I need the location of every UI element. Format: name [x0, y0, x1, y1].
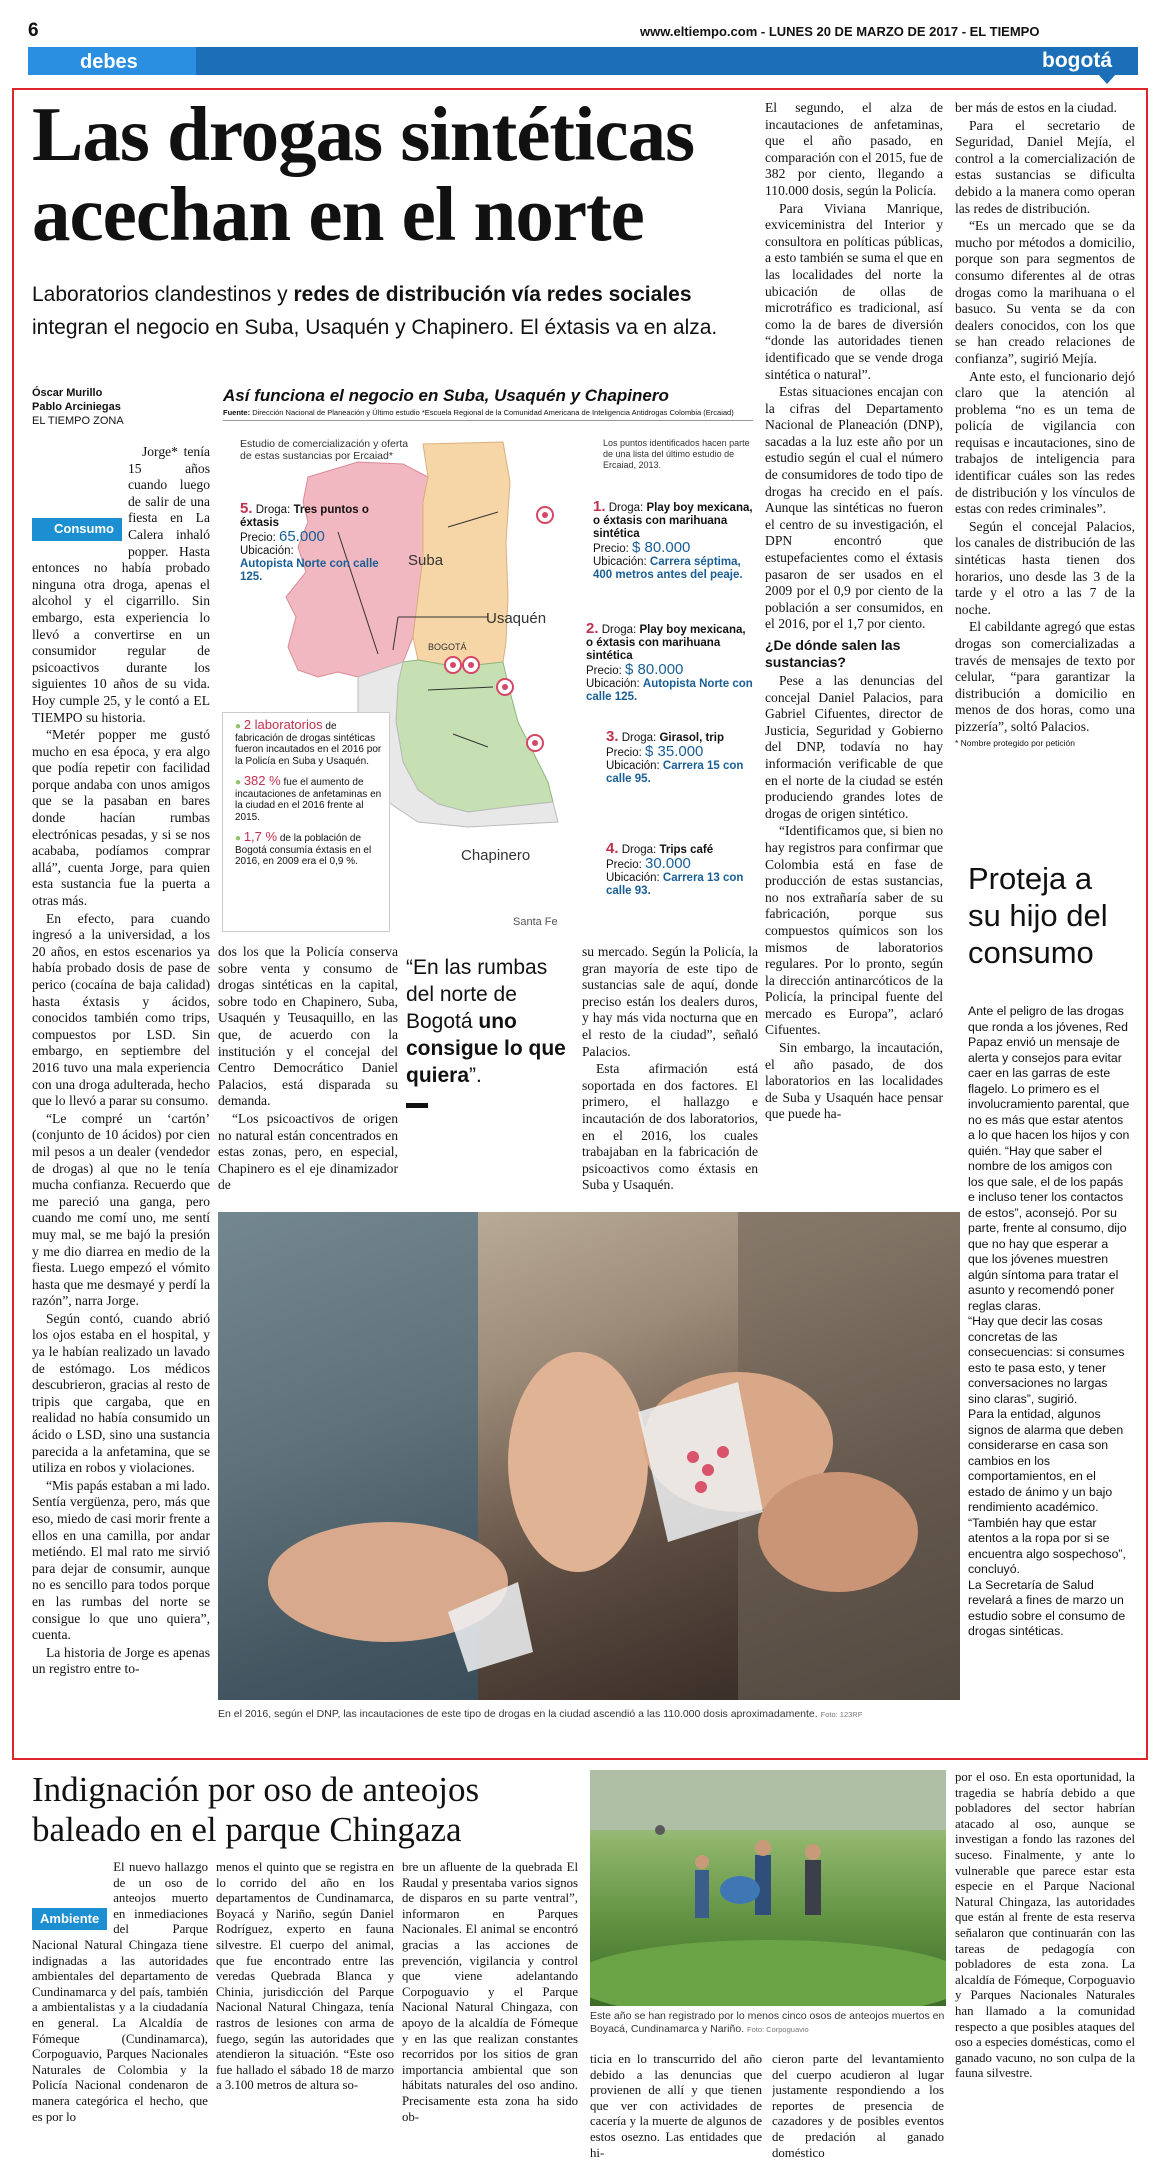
stat-1	[235, 719, 383, 767]
col4-p1: su mercado. Según la Policía, la gran mayoría de este tipo de sustancias sale de aquí, donde preciso están los dealers duros, y hay más vida nocturna que en el resto de la ciudad”, señaló Palacios.	[582, 944, 758, 1059]
study-note: Estudio de comercialización y oferta de estas sustancias por Ercaiad*	[240, 438, 409, 462]
section-bar	[28, 47, 1138, 96]
col6-p2: Para el secretario de Seguridad, Daniel Mejía, el control a la comercialización de estas sustancias se dificulta debido a la manera como operan las redes de distribución.	[955, 117, 1135, 216]
pullquote-open: “En las rumbas del norte de Bogotá	[406, 956, 548, 1033]
footnote: * Nombre protegido por petición	[955, 737, 1076, 748]
ambiente-tag: Ambiente	[32, 1908, 107, 1930]
col5-p4: Pese a las denuncias del concejal Daniel Palacios, para Gabriel Cifuentes, director de Justicia, Seguridad y Gobierno del DNP, todavía no hay información verificable de que en el norte de la ciudad se estén produciendo grandes lotes de drogas de origen sintético.	[765, 673, 943, 821]
item4-loc-label: Ubicación:	[606, 872, 660, 884]
col5-subhead: ¿De dónde salen las sustancias?	[765, 637, 901, 670]
col1-p2: “Metér popper me gustó mucho en esa época, y era algo que podía repetir con facilidad porque andaba con unos amigos que se la pasaban en bares donde hacían rumbas electrónicas pesadas, y si se nos acababa, podíamos comprar allá”, cuenta Jorge, para quien esta sustancia fue la puerta a otras más.	[32, 727, 210, 909]
area-label-chapinero: Chapinero	[461, 847, 531, 864]
info-item-2	[586, 622, 754, 704]
col6-p3: “Es un mercado que se da mucho por métodos a domicilio, porque son para segmentos de consumo diferentes al de otras drogas como la marihuana o el basuco. Su venta se da con dealers conocidos, con los que se han creado relaciones de confianza”, sugirió Mejía.	[955, 218, 1135, 366]
main-dek	[32, 278, 772, 344]
bear-col-4	[590, 2052, 762, 2170]
info-item-4	[606, 842, 756, 898]
area-label-suba: Suba	[408, 552, 444, 569]
stat-3-value: 1,7 %	[243, 829, 278, 844]
dek-bold: redes de distribución vía redes sociales	[293, 283, 692, 306]
col1-p1: Consumo Jorge* tenía 15 años cuando luego de salir de una fiesta en La Calera inhaló popper. Hasta entonces no había probado ninguna otra droga, apenas el alcohol y el cigarrillo. Sin embargo, esta experiencia lo llevó a convertirse en un consumidor regular de psicoactivos durante los siguientes 10 años de su vida. Hoy cumple 25, y le contó a EL TIEMPO su historia.	[32, 444, 210, 725]
info-item-1	[593, 500, 755, 582]
map-marker-1	[536, 506, 554, 524]
photo-hands-illustration	[218, 1212, 960, 1700]
item5-loc-label: Ubicación:	[240, 545, 294, 557]
map-marker-3	[496, 678, 514, 696]
sidebar-p3: Para la entidad, algunos signos de alarma que deben considerarse en casa son cambios en los comportamientos, en el estado de ánimo y un bajo rendimiento académico. “También hay que estar atentos a la ropa por si se encuentra algo sospechoso”, concluyó.	[968, 1407, 1126, 1576]
item2-price: $ 80.000	[625, 661, 684, 678]
bear-col-6	[955, 1770, 1135, 2170]
byline-desk: EL TIEMPO ZONA	[32, 415, 124, 427]
item2-drug-label: Droga:	[601, 624, 637, 636]
byline	[32, 386, 124, 428]
item3-loc: Carrera 15 con calle 95.	[606, 760, 744, 785]
main-col-1	[32, 444, 210, 1714]
main-col-4	[582, 944, 758, 1206]
stat-2	[235, 775, 383, 823]
item4-price-label: Precio:	[606, 859, 642, 871]
item1-loc-label: Ubicación:	[593, 556, 647, 568]
bear-headline-line1: Indignación por oso de anteojos	[32, 1770, 480, 1809]
col5-p2: Para Viviana Manrique, exviceministra del Interior y consultora en políticas públicas, a esto también se suma el que en las localidades del norte la ubicación de ollas de microtráfico es tradicional, así como la de bares de diversión “donde las autoridades tienen identificado que se vende droga sintética o natural”.	[765, 200, 943, 382]
main-headline	[32, 91, 752, 257]
item5-name: Tres puntos o éxtasis	[240, 504, 369, 529]
item2-loc-label: Ubicación:	[586, 678, 640, 690]
byline-author2: Pablo Arciniegas	[32, 401, 121, 413]
item1-price: $ 80.000	[632, 539, 691, 556]
area-label-santafe: Santa Fe	[513, 916, 558, 928]
area-label-bogota: BOGOTÁ	[428, 642, 467, 652]
pullquote-bold: uno consigue lo que quiera	[406, 1010, 566, 1087]
page-number: 6	[28, 20, 39, 41]
bear-col-1	[32, 1860, 208, 2170]
item3-drug-label: Droga:	[621, 732, 657, 744]
dek-part1: Laboratorios clandestinos y	[32, 283, 294, 306]
col5-p6: Sin embargo, la incautación, el año pasado, de dos laboratorios en las localidades de Suba y Usaquén hace pensar que puede ha-	[765, 1040, 943, 1122]
item2-price-label: Precio:	[586, 665, 622, 677]
item5-loc: Autopista Norte con calle 125.	[240, 558, 379, 583]
item3-loc-label: Ubicación:	[606, 760, 660, 772]
stat-1-value: 2 laboratorios	[243, 717, 323, 732]
bear-photo	[590, 1770, 946, 2006]
main-photo-credit: Foto: 123RF	[820, 1710, 863, 1719]
info-title: Así funciona el negocio en Suba, Usaquén y Chapinero	[223, 386, 669, 405]
main-caption-text: En el 2016, según el DNP, las incautaciones de este tipo de drogas en la ciudad ascendió a las 110.000 dosis aproximadamente.	[218, 1708, 818, 1720]
main-col-6	[955, 100, 1135, 830]
item4-loc: Carrera 13 con calle 93.	[606, 872, 744, 897]
sidebar-p2: “Hay que decir las cosas concretas de las consecuencias: si consumes esto te pasa esto, y tener conversaciones no largas sino claras”, sugirió.	[968, 1314, 1125, 1406]
item5-price-label: Precio:	[240, 532, 276, 544]
col6-p4: Ante esto, el funcionario dejó claro que la atención al problema “no es un tema de policía de vigilancia con requisas e incautaciones, sino de trabajos de inteligencia para identificar cuáles son las redes de distribución y los vínculos de estas con redes criminales”.	[955, 368, 1135, 517]
item1-drug-label: Droga:	[608, 502, 644, 514]
dek-part2: integran el negocio en Suba, Usaquén y Chapinero. El éxtasis va en alza.	[32, 316, 718, 339]
stat-2-value: 382 %	[243, 773, 281, 788]
item5-price: 65.000	[279, 528, 325, 545]
bear-caption-text: Este año se han registrado por lo menos cinco osos de anteojos muertos en Boyacá, Cundinamarca y Nariño.	[590, 2010, 945, 2035]
item2-name: Play boy mexicana, o éxtasis con marihuana sintética	[586, 624, 746, 662]
col6-p1: ber más de estos en la ciudad.	[955, 100, 1117, 115]
bear-col-5	[772, 2052, 944, 2170]
points-note: Los puntos identificados hacen parte de una lista del último estudio de Ercaiad, 2013.	[603, 438, 750, 470]
stat-3-text: de la población de Bogotá consumía éxtasis en el 2016, en 2009 era el 0,9 %.	[235, 833, 372, 867]
bear-photo-credit: Foto: Corpoguavio	[747, 2024, 809, 2034]
item3-price-label: Precio:	[606, 747, 642, 759]
info-divider	[223, 420, 753, 421]
map-marker-4	[526, 734, 544, 752]
col5-p5: “Identificamos que, si bien no hay registros para confirmar que Colombia está en fase de producción de estas sustancias, no nos extrañaría saber de su fabricación, porque sus compuestos químicos son los mismos de laboratorios regulares. Por lo pronto, según la dirección antinarcóticos de la Policía, la principal fuente del mercado es Europa”, aclaró Cifuentes.	[765, 823, 943, 1038]
sidebar-p1: Ante el peligro de las drogas que ronda a los jóvenes, Red Papaz envió un mensaje de alerta y consejos para evitar caer en las garras de este flagelo. Lo primero es el involucramiento parental, que no es más que estar atentos a lo que hacen los hijos y con quién. “Hay que saber el nombre de los amigos con los que sale, el de los papás e incluso tener los contactos de estos”, aconsejó. Por su parte, frente al consumo, dijo que no hay que esperar a que los jóvenes muestren algún síntoma para tratar el asunto y recomendó poner reglas claras.	[968, 1004, 1130, 1313]
item1-name: Play boy mexicana, o éxtasis con marihuana sintética	[593, 502, 753, 540]
col1-p7: La historia de Jorge es apenas un registro entre to-	[32, 1644, 210, 1677]
stat-1-text: de fabricación de drogas sintéticas fueron incautados en el 2016 por la Policía en Suba y Usaquén.	[235, 721, 382, 767]
consumo-tag: Consumo	[32, 518, 122, 541]
bear-col5-text: cieron parte del levantamiento del cuerpo acudieron al lugar justamente respondiendo a los reportes de presencia de cazadores y de posibles eventos de predación al ganado doméstico	[772, 2052, 944, 2160]
col4-p2: Esta afirmación está soportada en dos factores. El primero, el hallazgo e incautación de dos laboratorios, en el 2016, los cuales trabajaban en la fabricación de psicoactivos como éxtasis en Suba y Usaquén.	[582, 1061, 758, 1193]
main-headline-line1: Las drogas sintéticas	[32, 91, 695, 177]
bear-col1-text: Ambiente El nuevo hallazgo de un oso de anteojos muerto en inmediaciones del Parque Nacional Natural Chingaza tiene indignadas a las autoridades ambientales del departamento de Cundinamarca y del país, también a ambientalistas y a la ciudadanía en general. La Alcaldía de Fómeque (Cundinamarca), Corpoguavio, Parques Nacionales Naturales de Colombia y la Policía Nacional condenaron de manera categórica el hecho, que es por lo	[32, 1860, 208, 2124]
item4-price: 30.000	[645, 855, 691, 872]
main-headline-line2: acechan en el norte	[32, 171, 644, 257]
section-left-label: debes saber	[28, 47, 196, 75]
col1-p3: En efecto, para cuando ingresó a la universidad, a los 20 años, en estos escenarios ya había probado dosis de pase de perico (cocaína de baja calidad) hasta éxtasis y ácidos, conocidos también como trips, compuestos por LSD. Sin embargo, en septiembre del 2016 tuvo una mala experiencia con una droga adulterada, hecho que lo llevó a parar su consumo.	[32, 910, 210, 1109]
col6-p5: Según el concejal Palacios, los canales de distribución de las sintéticas hasta tienen dos horarios, uno desde las 3 de la tarde y el otro a las 7 de la noche.	[955, 518, 1135, 617]
pull-quote	[406, 954, 574, 1108]
bear-col-3	[402, 1860, 578, 2170]
pullquote-close: ”.	[469, 1064, 482, 1087]
stats-box	[222, 712, 390, 932]
section-right-label: bogotá	[1042, 49, 1112, 72]
bear-col-2	[216, 1860, 394, 2170]
col1-p6: “Mis papás estaban a mi lado. Sentía vergüenza, pero, más que eso, miedo de casi morir frente a ellos en una camilla, por andar metiéndo. El mal rato me sirvió para dejar de consumir, aunque no es sencillo para todos porque en las rumbas del norte se consigue lo que uno quiera”, cuenta.	[32, 1477, 210, 1643]
bear-photo-caption	[590, 2010, 946, 2036]
item3-name: Girasol, trip	[659, 732, 724, 744]
stat-3-bullet: ●	[235, 833, 242, 844]
area-label-usaquen: Usaquén	[486, 610, 547, 627]
main-photo	[218, 1212, 960, 1700]
bear-photo-illustration	[590, 1770, 946, 2006]
col6-p6: El cabildante agregó que estas drogas son comercializadas a través de mensajes de texto por celular, “para garantizar la distribución a domicilio en menos de dos horas, como una pizzería”, soltó Palacios.	[955, 619, 1135, 734]
map-marker-2	[462, 656, 480, 674]
item2-num: 2.	[586, 620, 599, 637]
item5-drug-label: Droga:	[255, 504, 291, 516]
sidebar-title: Proteja a su hijo del consumo	[968, 861, 1108, 970]
main-col-5	[765, 100, 943, 1208]
bear-headline	[32, 1770, 592, 1850]
bear-col2-text: menos el quinto que se registra en lo corrido del año en los departamentos de Cundinamarca, Boyacá y Nariño, según Daniel Rodríguez, experto en fauna silvestre. El cuerpo del animal, que fue encontrado entre las veredas Quebrada Blanca y Chinia, jurisdicción del Parque Nacional Natural Chingaza, tenía rastros de lesiones con arma de fuego, según las autoridades que atendieron la situación. “Este oso fue hallado el sábado 18 de marzo a 3.100 metros de altura so-	[216, 1860, 394, 2093]
item4-name: Trips café	[659, 844, 714, 856]
col1-p5: Según contó, cuando abrió los ojos estaba en el hospital, y ya le habían realizado un lavado de estómago. Los médicos descubrieron, gracias al resto de tripis que cargaba, que en realidad no había consumido un ácido o LSD, sino una sustancia parecida a la anfetamina, que se utiliza en robos y violaciones.	[32, 1310, 210, 1476]
col1-p4: “Le compré un ‘cartón’ (conjunto de 10 ácidos) por cien mil pesos a un dealer (vendedor de drogas) al que no le tenía mucha confianza. Recuerdo que me pareció una ganga, pero cuando me comí uno, me sentí muy mal, se me bajó la presión y me dio diarrea en medio de la fiesta. Luego empezó el vómito hasta que me desmayé y perdí la razón”, narra Jorge.	[32, 1110, 210, 1309]
item2-loc: Autopista Norte con calle 125.	[586, 678, 753, 703]
bear-col4-text: ticia en lo transcurrido del año debido a las denuncias que provienen de allí y que tienen que ver con actividades de cacería y la muerte de algunos de estos osezno. Las entidades que hi-	[590, 2052, 762, 2160]
info-item-3	[606, 730, 756, 786]
item1-num: 1.	[593, 498, 606, 515]
col2-p1: dos los que la Policía conserva sobre venta y consumo de drogas sintéticas en la capital, sobre todo en Chapinero, Suba, Usaquén y Teusaquillo, en las que, de acuerdo con la institución y el concejal del Centro Democrático Daniel Palacios, está disparada su demanda.	[218, 944, 398, 1109]
item4-num: 4.	[606, 840, 619, 857]
item3-price: $ 35.000	[645, 743, 704, 760]
section-pointer	[1098, 74, 1116, 84]
bear-col3-text: bre un afluente de la quebrada El Raudal y presentaba varios signos de disparos en su parte ventral”, informaron en Parques Nacionales. El animal se encontró gracias a las acciones de prevención, vigilancia y control que viene adelantando Corpoguavio y el Parque Nacional Natural Chingaza, con apoyo de la alcaldía de Fómeque y en las que realizan constantes recorridos por los sitios de gran importancia ambiental que son hábitats naturales del oso andino. Precisamente esta zona ha sido ob-	[402, 1860, 578, 2124]
col2-p2: “Los psicoactivos de origen no natural están concentrados en estas zonas, pero, en especial, Chapinero es el eje dinamizador de	[218, 1110, 398, 1193]
sidebar-body	[968, 1004, 1130, 1744]
sidebar-p4: La Secretaría de Salud revelará a fines de marzo un estudio sobre el consumo de drogas sintéticas.	[968, 1577, 1126, 1638]
info-source: Fuente: Dirección Nacional de Planeación y Último estudio *Escuela Regional de la Comunidad Americana de Inteligencia Antidrogas Colombia (Ercaiad)	[223, 408, 734, 417]
item4-drug-label: Droga:	[621, 844, 657, 856]
item1-loc: Carrera séptima, 400 metros antes del peaje.	[593, 556, 743, 581]
stat-3	[235, 831, 383, 868]
date-line: www.eltiempo.com - LUNES 20 DE MARZO DE 2017 - EL TIEMPO	[640, 24, 1040, 39]
pullquote-rule	[406, 1103, 428, 1108]
infographic	[218, 382, 758, 934]
stat-2-bullet: ●	[235, 777, 242, 788]
info-item-5	[240, 502, 390, 584]
main-col-2	[218, 944, 398, 1206]
map-marker-5	[444, 656, 462, 674]
item5-num: 5.	[240, 500, 253, 517]
col5-p3: Estas situaciones encajan con la cifras del Departamento Nacional de Planeación (DNP), sacadas a la luz este año por un estudio según el cual el número de consumidores de todo tipo de drogas ha crecido en el país. Aunque las sintéticas no fueron el centro de su investigación, el DPN encontró que estupefacientes como el éxtasis pasaron de ser usados en el 2009 por el 0,9 por ciento de la población a ser consumidos, en el 2016, por el 1,7 por ciento.	[765, 384, 943, 632]
stat-2-text: fue el aumento de incautaciones de anfetaminas en la ciudad en el 2016 frente al 2015.	[235, 777, 382, 823]
bear-headline-line2: baleado en el parque Chingaza	[32, 1810, 462, 1849]
byline-author1: Óscar Murillo	[32, 387, 103, 399]
item1-price-label: Precio:	[593, 543, 629, 555]
col5-p1: El segundo, el alza de incautaciones de anfetaminas, que el año pasado, en comparación con el 2015, fue de 382 por ciento, llegando a 110.000 dosis, según la Policía.	[765, 100, 943, 198]
bear-col6-text: por el oso. En esta oportunidad, la tragedia se habría debido a que pobladores del sector habrían atacado al oso, aunque se investigan a fondo las razones del suceso. Finalmente, y ante lo vulnerable que parece estar esta especie en el Parque Nacional Natural Chingaza, las autoridades que están al frente de esta reserva señalaron que continuarán con las tareas de pedagogía con pobladores de esta zona. La alcaldía de Fómeque, Corpoguavio y Parques Nacionales Naturales han llamado a la comunidad respecto a que posibles ataques del oso a especies domésticas, como el ganado vacuno, no son culpa de la fauna silvestre.	[955, 1770, 1135, 2081]
main-photo-caption	[218, 1708, 960, 1720]
stat-1-bullet: ●	[235, 721, 242, 732]
item3-num: 3.	[606, 728, 619, 745]
